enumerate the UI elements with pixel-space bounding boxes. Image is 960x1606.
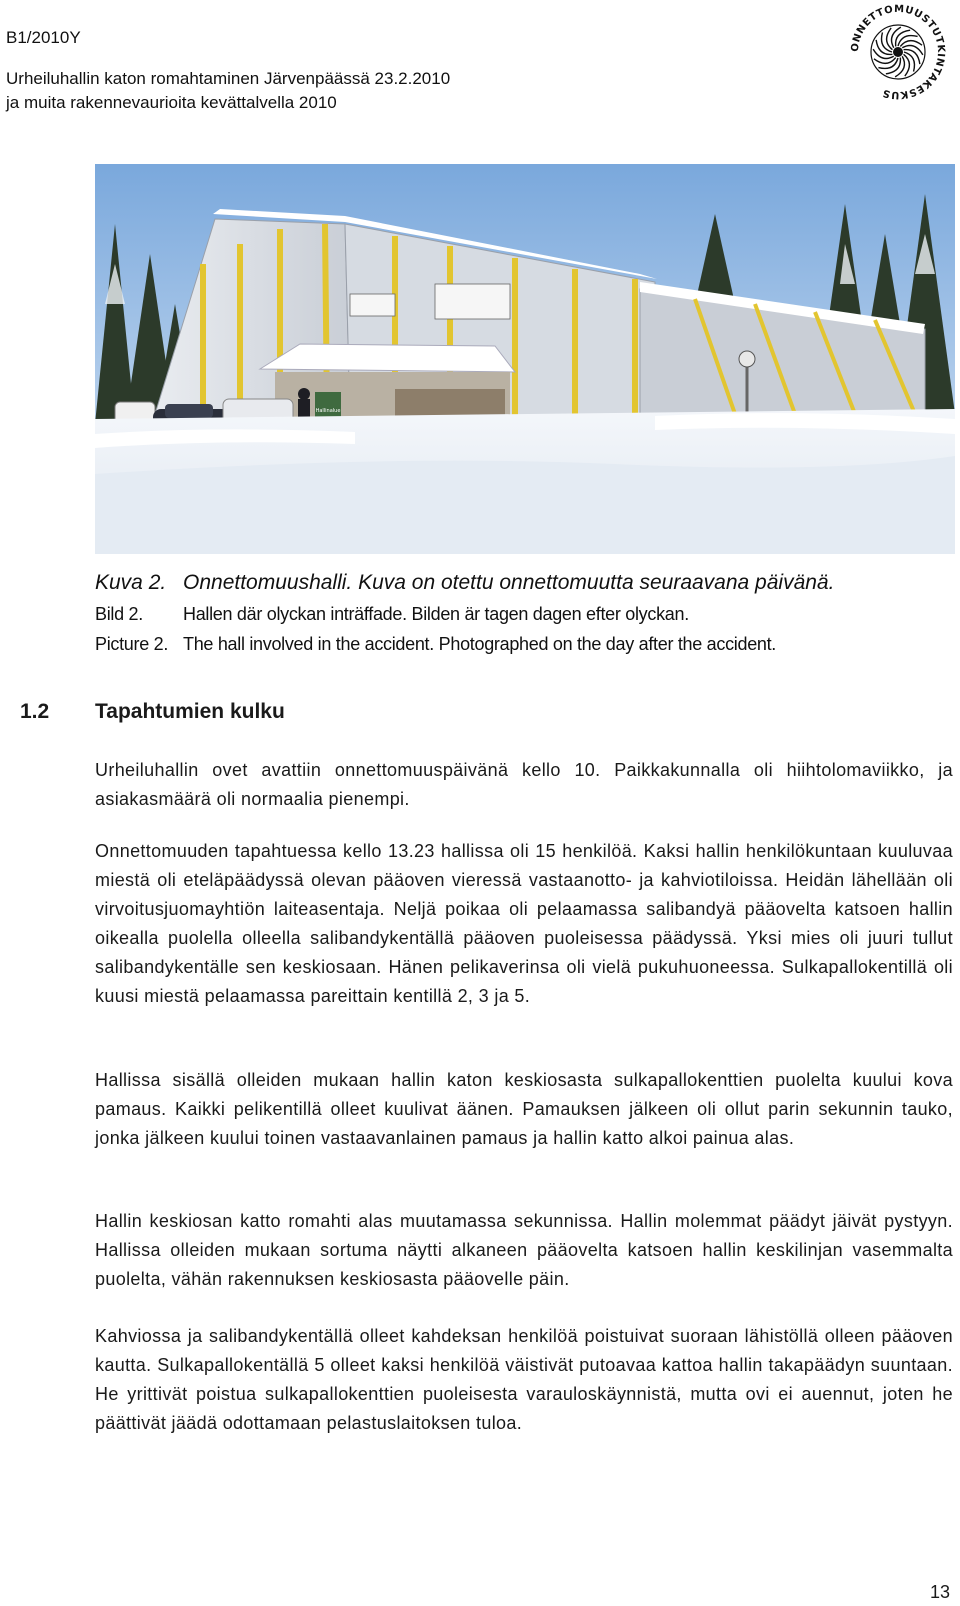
report-code: B1/2010Y xyxy=(6,28,81,47)
paragraph: Hallissa sisällä olleiden mukaan hallin katon keskiosasta sulkapallokenttien puolelta kuului kova pamaus. Kaikki pelikentillä olleet kuulivat äänen. Pamauksen jälkeen oli ollut parin sekunnin tauko, jonka jälkeen kuului toinen vastaavanlainen pamaus ja hallin katto alkoi painua alas. xyxy=(95,1070,953,1148)
caption-fi-label: Kuva 2. xyxy=(95,571,167,594)
caption-fi xyxy=(95,571,834,595)
section-number: 1.2 xyxy=(20,700,50,723)
caption-sv-text: Hallen där olyckan inträffade. Bilden är tagen dagen efter olyckan. xyxy=(183,604,689,624)
paragraph: Hallin keskiosan katto romahti alas muutamassa sekunnissa. Hallin molemmat päädyt jäivät pystyyn. Hallissa olleiden mukaan sortuma näytti alkaneen pääovelta katsoen hallin keskilinjan vasemmalta puolelta, vähän rakennuksen keskiosasta pääovelle päin. xyxy=(95,1211,953,1289)
caption-fi-text: Onnettomuushalli. Kuva on otettu onnettomuutta seuraavana päivänä. xyxy=(183,571,835,594)
onnettomuustutkintakeskus-logo xyxy=(848,2,948,102)
caption-en-label: Picture 2. xyxy=(95,634,169,654)
paragraph: Onnettomuuden tapahtuessa kello 13.23 hallissa oli 15 henkilöä. Kaksi hallin henkilökuntaan kuuluvaa miestä oli eteläpäädyssä olevan pääoven vieressä vastaanotto- ja kahviotiloissa. Heidän lähellään oli virvoitusjuomayhtiön laiteasentaja. Neljä poikaa oli pelaamassa salibandyä pääovelta katsoen hallin oikealla puolella olleella salibandykentällä pääoven puoleisessa päädyssä. Yksi mies oli juuri tullut salibandykentälle sen keskiosaan. Hänen pelikaverinsa oli vielä pukuhuoneessa. Sulkapallokentillä oli kuusi miestä pelaamassa pareittain kentillä 2, 3 ja 5. xyxy=(95,841,953,1006)
caption-en xyxy=(95,634,776,655)
logo-seal-icon xyxy=(848,2,948,102)
accident-hall-photo xyxy=(95,164,955,554)
caption-sv-label: Bild 2. xyxy=(95,604,143,624)
section-heading xyxy=(20,700,285,724)
section-title: Tapahtumien kulku xyxy=(95,700,285,723)
report-title-line1: Urheiluhallin katon romahtaminen Järvenpäässä 23.2.2010 xyxy=(6,69,451,88)
logo-ring-text: ONNETTOMUUSTUTKINTAKESKUS xyxy=(849,3,947,101)
sign-text: Hallinalue xyxy=(315,408,341,414)
page-number: 13 xyxy=(929,1582,950,1602)
caption-sv xyxy=(95,604,689,625)
caption-en-text: The hall involved in the accident. Photographed on the day after the accident. xyxy=(183,634,777,654)
paragraph: Urheiluhallin ovet avattiin onnettomuuspäivänä kello 10. Paikkakunnalla oli hiihtolomaviikko, ja asiakasmäärä oli normaalia pienempi. xyxy=(95,760,953,809)
paragraph: Kahviossa ja salibandykentällä olleet kahdeksan henkilöä poistuivat suoraan lähistöllä olleen pääoven kautta. Sulkapallokentällä 5 olleet kaksi henkilöä väistivät putoavaa kattoa hallin takapäädyn suuntaan. He yrittivät poistua sulkapallokenttien puoleisesta varauloskäynnistä, mutta ovi ei auennut, joten he päättivät jäädä odottamaan pelastuslaitoksen tuloa. xyxy=(95,1326,953,1433)
report-title-line2: ja muita rakennevaurioita kevättalvella 2010 xyxy=(6,93,337,112)
